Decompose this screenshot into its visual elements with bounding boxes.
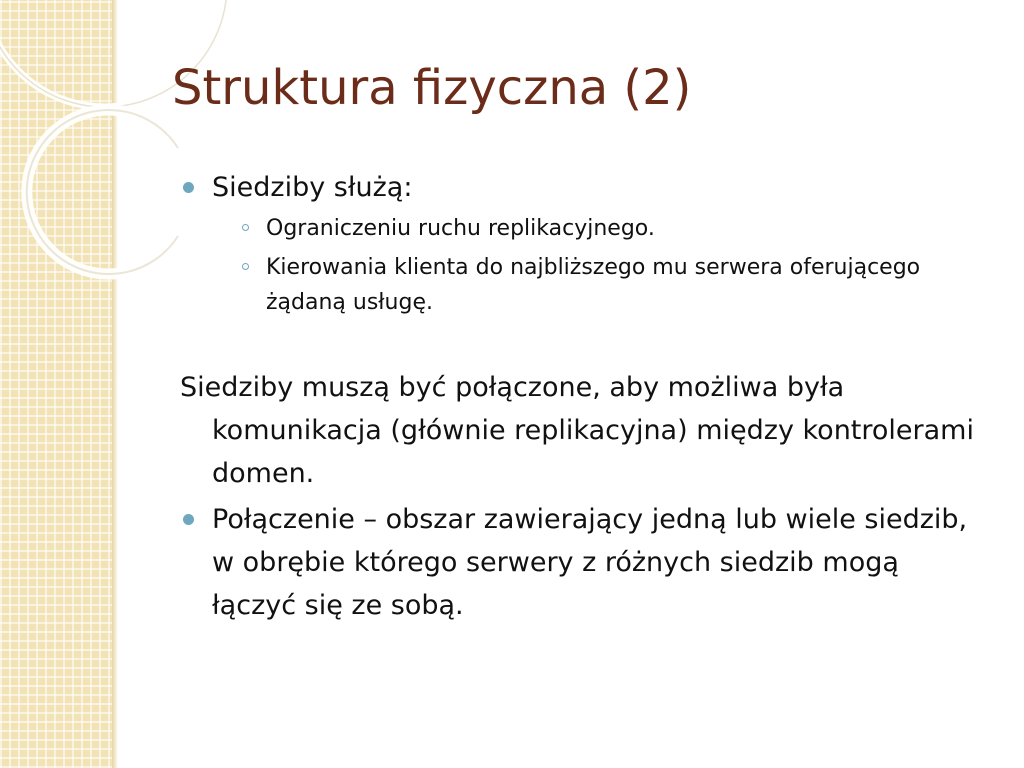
slide-title: Struktura fizyczna (2) <box>172 60 692 116</box>
sub-bullet-ring-icon <box>242 263 249 270</box>
bullet-dot-icon <box>183 182 194 193</box>
sub-bullet-text: Kierowania klienta do najbliższego mu serwera oferującego żądaną usługę. <box>266 255 921 315</box>
sub-bullet-item <box>242 250 980 320</box>
bullet-dot-icon <box>183 514 194 525</box>
slide-content <box>180 166 980 627</box>
bullet-item-polaczenie <box>180 498 980 627</box>
bullet-text: Siedziby służą: <box>212 172 413 203</box>
sub-bullet-text: Ograniczeniu ruchu replikacyjnego. <box>266 216 655 241</box>
bullet-text: Połączenie – obszar zawierający jedną lub wiele siedzib, w obrębie którego serwery z różnych siedzib mogą łączyć się ze sobą. <box>212 504 968 621</box>
sub-bullet-item <box>242 211 980 246</box>
bullet-item-siedziby <box>180 166 980 209</box>
sub-bullet-ring-icon <box>242 224 249 231</box>
paragraph-text: Siedziby muszą być połączone, aby możliwa była komunikacja (głównie replikacyjna) między kontrolerami domen. <box>180 372 974 489</box>
